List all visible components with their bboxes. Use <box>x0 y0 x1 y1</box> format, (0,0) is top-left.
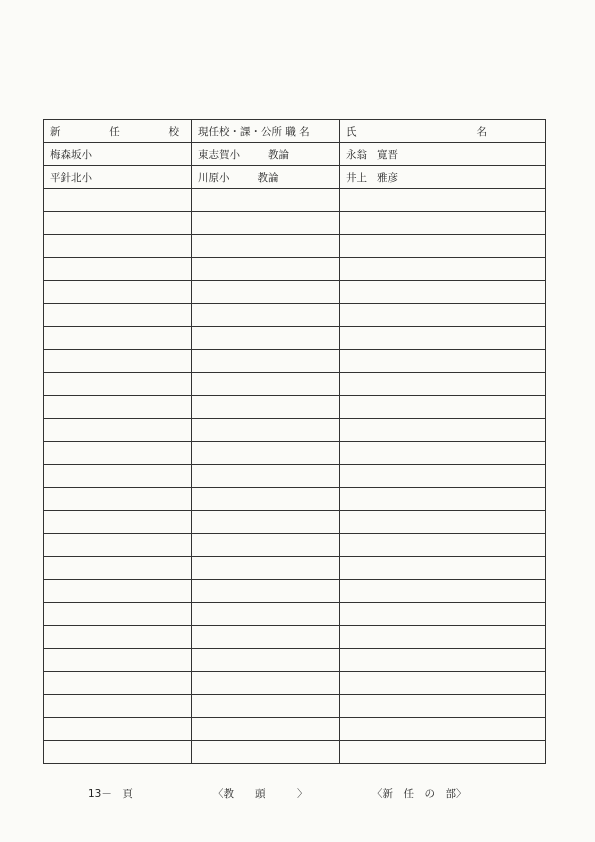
empty-table-row <box>44 695 546 718</box>
header-new-school-char-1: 新 <box>50 125 61 138</box>
empty-cell <box>192 235 340 258</box>
empty-table-row <box>44 442 546 465</box>
empty-table-row <box>44 235 546 258</box>
empty-cell <box>192 741 340 764</box>
empty-table-row <box>44 649 546 672</box>
empty-cell <box>192 511 340 534</box>
empty-cell <box>340 327 546 350</box>
header-current-school-position: 現任校・課・公所 職 名 <box>192 120 340 143</box>
cell-name <box>340 143 546 166</box>
empty-table-row <box>44 327 546 350</box>
empty-cell <box>192 304 340 327</box>
empty-cell <box>44 511 192 534</box>
surname-text: 井上 <box>346 171 367 184</box>
empty-table-row <box>44 258 546 281</box>
empty-table-row <box>44 488 546 511</box>
empty-cell <box>44 442 192 465</box>
header-name-char-2: 名 <box>476 125 487 138</box>
empty-cell <box>44 488 192 511</box>
empty-cell <box>44 281 192 304</box>
empty-table-row <box>44 189 546 212</box>
empty-cell <box>44 580 192 603</box>
empty-table-row <box>44 465 546 488</box>
header-name-char-1: 氏 <box>346 125 357 138</box>
empty-cell <box>340 534 546 557</box>
header-new-school-char-3: 校 <box>168 125 179 138</box>
current-school-text: 川原小 <box>198 171 230 184</box>
empty-cell <box>44 419 192 442</box>
empty-table-row <box>44 718 546 741</box>
table-body <box>44 143 546 764</box>
page-footer <box>0 786 595 802</box>
table-row <box>44 143 546 166</box>
cell-current-school <box>192 143 340 166</box>
empty-cell <box>192 557 340 580</box>
empty-table-row <box>44 373 546 396</box>
empty-table-row <box>44 580 546 603</box>
empty-cell <box>340 281 546 304</box>
given-name-text: 寛晋 <box>377 148 398 161</box>
empty-cell <box>340 672 546 695</box>
empty-cell <box>340 189 546 212</box>
empty-table-row <box>44 672 546 695</box>
empty-cell <box>44 350 192 373</box>
empty-cell <box>192 258 340 281</box>
position-text: 教論 <box>268 148 289 161</box>
empty-cell <box>340 511 546 534</box>
empty-cell <box>44 189 192 212</box>
empty-cell <box>192 649 340 672</box>
empty-cell <box>44 235 192 258</box>
empty-table-row <box>44 212 546 235</box>
empty-cell <box>340 649 546 672</box>
empty-cell <box>44 534 192 557</box>
empty-cell <box>44 465 192 488</box>
empty-cell <box>340 373 546 396</box>
empty-cell <box>192 281 340 304</box>
empty-table-row <box>44 603 546 626</box>
empty-table-row <box>44 396 546 419</box>
empty-cell <box>192 396 340 419</box>
cell-new-school: 平針北小 <box>44 166 192 189</box>
empty-cell <box>192 212 340 235</box>
empty-cell <box>44 672 192 695</box>
empty-table-row <box>44 511 546 534</box>
empty-cell <box>192 695 340 718</box>
empty-table-row <box>44 304 546 327</box>
empty-cell <box>340 741 546 764</box>
table-row <box>44 166 546 189</box>
empty-cell <box>340 419 546 442</box>
empty-cell <box>340 718 546 741</box>
header-new-school <box>44 120 192 143</box>
empty-cell <box>340 396 546 419</box>
empty-cell <box>192 672 340 695</box>
empty-cell <box>192 442 340 465</box>
empty-cell <box>44 327 192 350</box>
empty-cell <box>340 442 546 465</box>
empty-table-row <box>44 626 546 649</box>
cell-new-school: 梅森坂小 <box>44 143 192 166</box>
empty-cell <box>192 350 340 373</box>
footer-category: 〈教 頭 〉 <box>213 788 308 800</box>
surname-text: 永翁 <box>346 148 367 161</box>
empty-cell <box>44 695 192 718</box>
personnel-table <box>43 119 546 764</box>
empty-table-row <box>44 741 546 764</box>
empty-cell <box>192 534 340 557</box>
empty-cell <box>340 350 546 373</box>
position-text: 教論 <box>257 171 279 184</box>
empty-cell <box>44 741 192 764</box>
header-name <box>340 120 546 143</box>
cell-name <box>340 166 546 189</box>
empty-cell <box>192 488 340 511</box>
empty-cell <box>340 212 546 235</box>
table-header-row <box>44 120 546 143</box>
current-school-text: 東志賀小 <box>198 148 240 161</box>
empty-cell <box>192 465 340 488</box>
empty-cell <box>192 626 340 649</box>
empty-cell <box>44 373 192 396</box>
empty-table-row <box>44 419 546 442</box>
cell-current-school <box>192 166 340 189</box>
empty-cell <box>340 304 546 327</box>
empty-cell <box>44 626 192 649</box>
header-new-school-char-2: 任 <box>109 125 120 138</box>
empty-table-row <box>44 557 546 580</box>
personnel-table-container <box>43 119 545 764</box>
empty-cell <box>44 212 192 235</box>
empty-cell <box>340 557 546 580</box>
footer-section: 〈新 任 の 部〉 <box>372 788 467 800</box>
empty-cell <box>192 580 340 603</box>
empty-cell <box>340 695 546 718</box>
empty-table-row <box>44 350 546 373</box>
empty-cell <box>44 557 192 580</box>
empty-cell <box>340 258 546 281</box>
empty-cell <box>44 718 192 741</box>
empty-cell <box>340 603 546 626</box>
empty-cell <box>44 649 192 672</box>
empty-cell <box>192 718 340 741</box>
empty-cell <box>192 603 340 626</box>
empty-table-row <box>44 534 546 557</box>
empty-cell <box>340 626 546 649</box>
given-name-text: 雅彦 <box>377 171 398 184</box>
empty-cell <box>44 304 192 327</box>
empty-cell <box>44 396 192 419</box>
empty-cell <box>340 235 546 258</box>
empty-cell <box>192 327 340 350</box>
empty-cell <box>192 373 340 396</box>
empty-cell <box>192 419 340 442</box>
empty-cell <box>44 258 192 281</box>
empty-cell <box>192 189 340 212</box>
empty-cell <box>340 488 546 511</box>
empty-cell <box>340 580 546 603</box>
empty-cell <box>44 603 192 626</box>
empty-cell <box>340 465 546 488</box>
footer-page-number: 13－ 頁 <box>88 788 133 800</box>
empty-table-row <box>44 281 546 304</box>
